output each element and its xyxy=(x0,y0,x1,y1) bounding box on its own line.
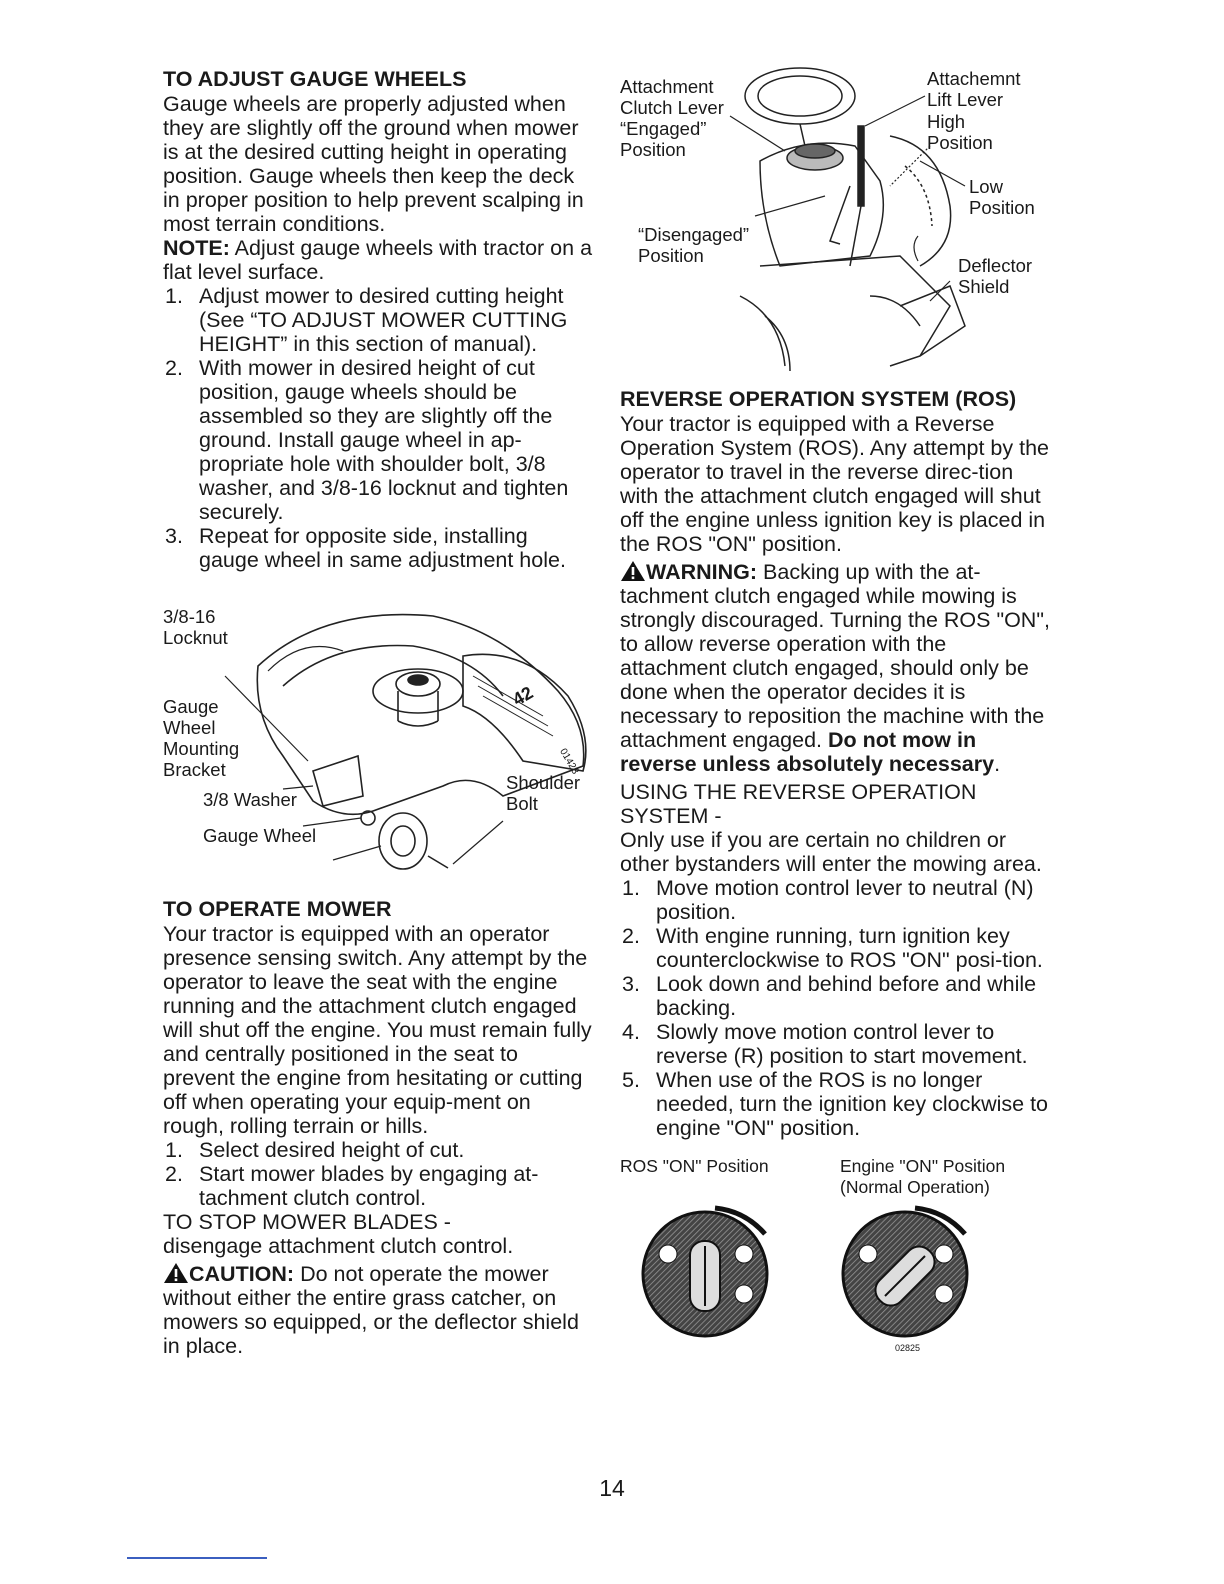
gauge-wheel-figure xyxy=(163,596,593,886)
high-position-label: High Position xyxy=(927,111,993,153)
warning-icon xyxy=(620,560,646,582)
step-text: Move motion control lever to neutral (N) position. xyxy=(656,876,1034,924)
step-text: With mower in desired height of cut position, gauge wheels should be assembled so they are slightly off the ground. Install gauge wheel in ap-propriate hole with shoulder bolt, 3/8 washer, and 3/8-16 locknut and tighten securely. xyxy=(199,356,569,524)
caution-paragraph xyxy=(163,1262,593,1358)
step-text: When use of the ROS is no longer needed, turn the ignition key clockwise to engine "ON" position. xyxy=(656,1068,1049,1140)
ros-on-label: ROS "ON" Position xyxy=(620,1156,769,1176)
washer-label: 3/8 Washer xyxy=(203,789,297,810)
list-item xyxy=(620,1068,1050,1140)
step-text: Start mower blades by engaging at-tachment clutch control. xyxy=(199,1162,539,1210)
lift-lever-label: Attachemnt Lift Lever xyxy=(927,68,1021,110)
using-heading-2: SYSTEM - xyxy=(620,804,722,828)
step-number: 1. xyxy=(622,876,640,900)
step-text: With engine running, turn ignition key counterclockwise to ROS "ON" posi-tion. xyxy=(656,924,1043,972)
step-text: Select desired height of cut. xyxy=(199,1138,465,1162)
using-heading-1: USING THE REVERSE OPERATION xyxy=(620,780,977,804)
list-item xyxy=(163,356,593,524)
step-number: 2. xyxy=(622,924,640,948)
warning-text: Backing up with the at-tachment clutch engaged while mowing is strongly discouraged. Turning the ROS "ON", to allow reverse operation with the attachment clutch engaged, should only be done when the operator decides it is necessary to reposition the machine with the attachment engaged. xyxy=(620,560,1050,752)
step-number: 1. xyxy=(165,1138,183,1162)
gauge-steps xyxy=(163,284,593,572)
step-number: 3. xyxy=(165,524,183,548)
step-text: Look down and behind before and while backing. xyxy=(656,972,1037,1020)
step-number: 4. xyxy=(622,1020,640,1044)
warning-paragraph xyxy=(620,560,1050,776)
note-label: NOTE: xyxy=(163,236,230,260)
caution-label: CAUTION: xyxy=(189,1262,295,1286)
caution-text: Do not operate the mower without either the entire grass catcher, on mowers so equipped, or the deflector shield in place. xyxy=(163,1262,579,1358)
ignition-dials xyxy=(620,1156,1050,1356)
list-item xyxy=(620,972,1050,1020)
step-number: 2. xyxy=(165,356,183,380)
ros-steps xyxy=(620,876,1050,1140)
ros-dial xyxy=(643,1208,767,1336)
stop-line-1: TO STOP MOWER BLADES - xyxy=(163,1210,451,1234)
disengaged-label: “Disengaged” Position xyxy=(638,224,750,266)
ros-paragraph: Your tractor is equipped with a Reverse Operation System (ROS). Any attempt by the operator to travel in the reverse direc-tion with the attachment clutch engaged will shut off the engine unless ignition key is placed in the ROS "ON" position. xyxy=(620,412,1049,556)
caution-icon xyxy=(163,1262,189,1284)
tractor-lever-figure xyxy=(620,66,1050,386)
engine-dial xyxy=(843,1208,967,1336)
step-number: 2. xyxy=(165,1162,183,1186)
right-column xyxy=(620,66,1050,1356)
step-number: 3. xyxy=(622,972,640,996)
warning-label: WARNING: xyxy=(646,560,758,584)
list-item xyxy=(163,1162,593,1210)
operate-paragraph: Your tractor is equipped with an operator presence sensing switch. Any attempt by the operator to leave the seat with the engine running and the attachment clutch engaged will shut off the engine. You must remain fully and centrally positioned in the seat to prevent the engine from hesitating or cutting off when operating your equip-ment on rough, rolling terrain or hills. xyxy=(163,922,592,1138)
step-number: 1. xyxy=(165,284,183,308)
left-column xyxy=(163,66,593,1358)
locknut-label: 3/8-16 Locknut xyxy=(163,606,228,648)
operate-steps xyxy=(163,1138,593,1210)
step-text: Slowly move motion control lever to reverse (R) position to start movement. xyxy=(656,1020,1028,1068)
warning-end: . xyxy=(994,752,1001,776)
list-item xyxy=(620,924,1050,972)
shoulder-bolt-label: Shoulder Bolt xyxy=(506,772,581,814)
note-paragraph xyxy=(163,236,593,284)
step-text: Repeat for opposite side, installing gauge wheel in same adjustment hole. xyxy=(199,524,566,572)
footer-line xyxy=(127,1557,267,1559)
gauge-wheel-label: Gauge Wheel xyxy=(203,825,317,846)
list-item xyxy=(163,284,593,356)
operate-heading: TO OPERATE MOWER xyxy=(163,897,392,921)
stop-line-2: disengage attachment clutch control. xyxy=(163,1234,514,1258)
page-number: 14 xyxy=(599,1475,625,1501)
engine-on-label: Engine "ON" Position (Normal Operation) xyxy=(840,1156,1006,1197)
list-item xyxy=(620,1020,1050,1068)
step-number: 5. xyxy=(622,1068,640,1092)
deck-size-mark: 42 xyxy=(509,682,537,710)
figure-code: 02825 xyxy=(895,1343,921,1353)
using-paragraph: Only use if you are certain no children or other bystanders will enter the mowing area. xyxy=(620,828,1042,876)
ros-heading: REVERSE OPERATION SYSTEM (ROS) xyxy=(620,387,1017,411)
deflector-shield-label: Deflector Shield xyxy=(958,255,1033,297)
low-position-label: Low Position xyxy=(969,176,1035,218)
list-item xyxy=(163,1138,593,1162)
gauge-paragraph: Gauge wheels are properly adjusted when they are slightly off the ground when mower is at the desired cutting height in operating position. Gauge wheels then keep the deck in proper position to help prevent scalping in most terrain conditions. xyxy=(163,92,584,236)
figure-code: 01423 xyxy=(557,746,581,777)
note-text: Adjust gauge wheels with tractor on a flat level surface. xyxy=(163,236,593,284)
bracket-label: Gauge Wheel Mounting Bracket xyxy=(163,696,240,780)
list-item xyxy=(620,876,1050,924)
step-text: Adjust mower to desired cutting height (See “TO ADJUST MOWER CUTTING HEIGHT” in this section of manual). xyxy=(199,284,568,356)
list-item xyxy=(163,524,593,572)
clutch-lever-label: Attachment Clutch Lever “Engaged” Position xyxy=(620,76,724,160)
gauge-heading: TO ADJUST GAUGE WHEELS xyxy=(163,67,467,91)
ignition-figure xyxy=(620,1156,1050,1356)
warning-bold: Do not mow in reverse unless absolutely necessary xyxy=(620,728,995,776)
